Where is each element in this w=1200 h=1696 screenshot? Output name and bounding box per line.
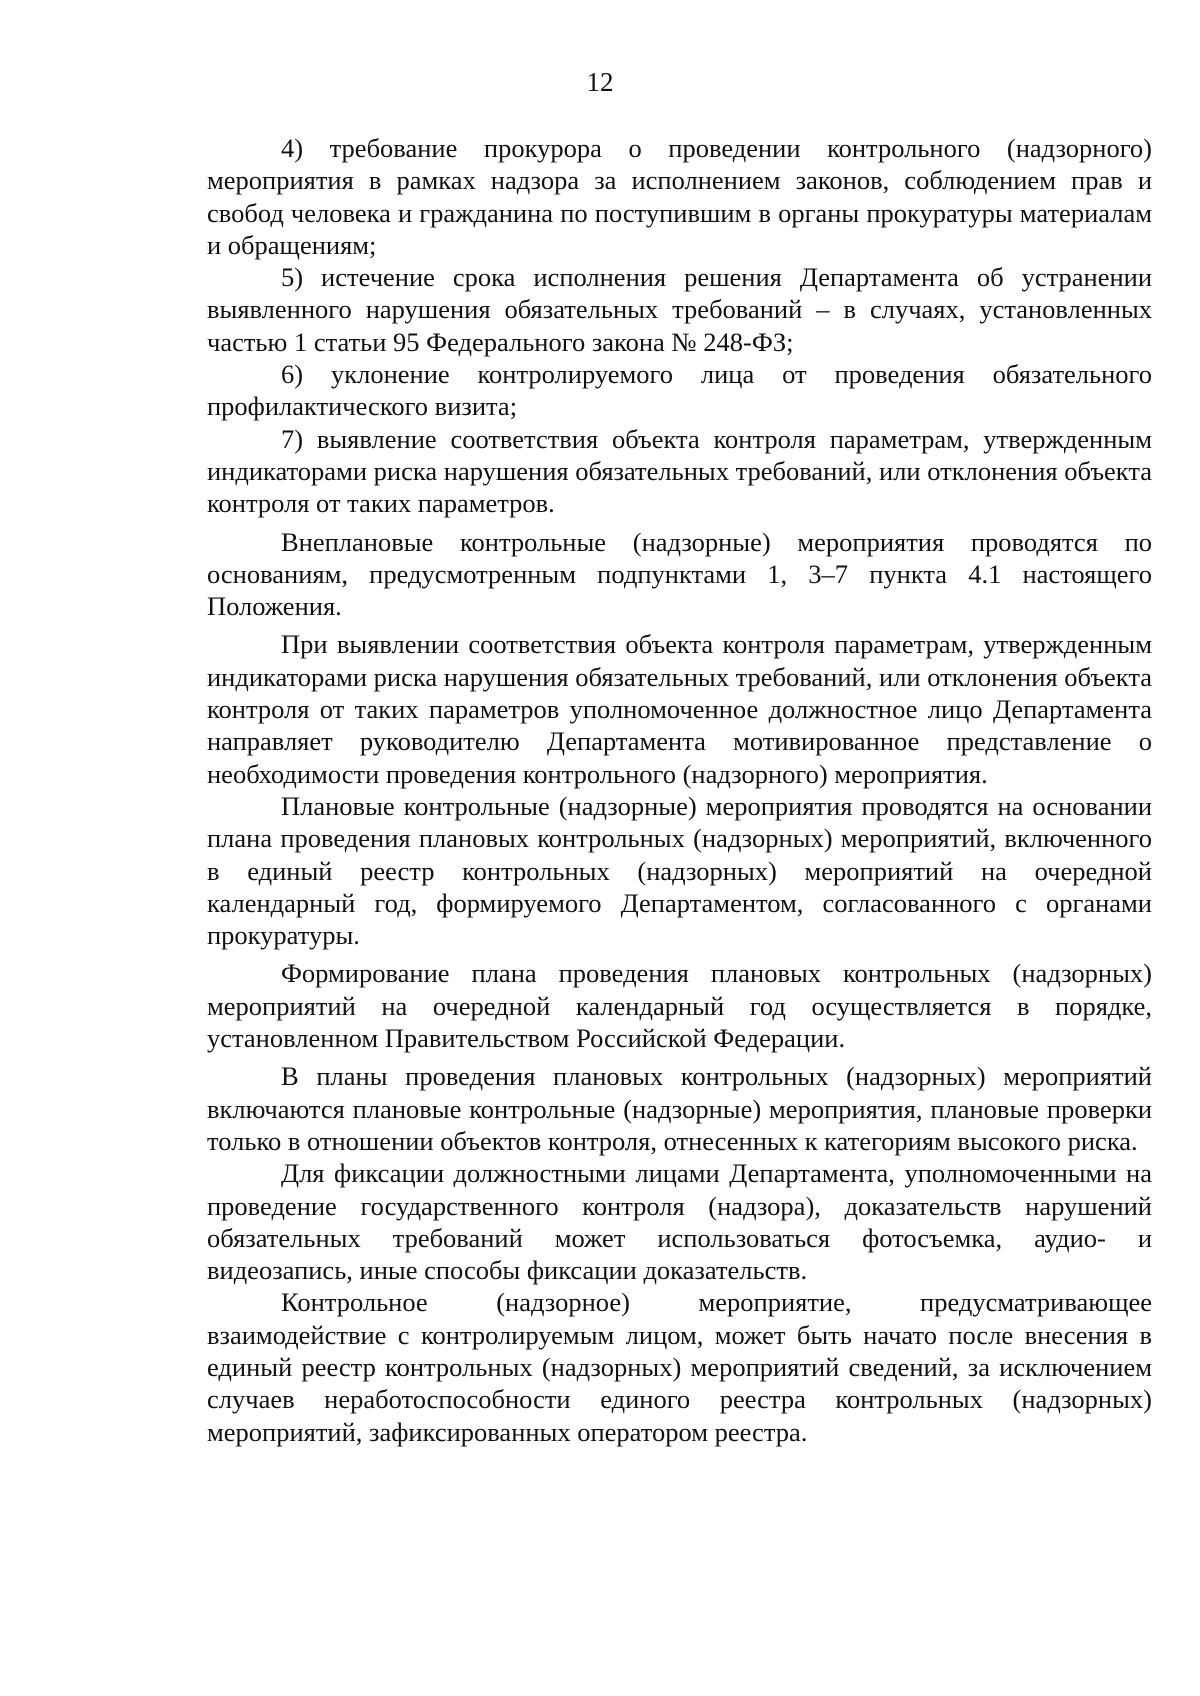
paragraph-registry-start: Контрольное (надзорное) мероприятие, предусматривающее взаимодействие с контролируемым лицом, может быть начато после внесения в единый реестр контрольных (надзорных) мероприятий сведений, за исключением случаев неработоспособности единого реестра контрольных (надзорных) мероприятий, зафиксированных оператором реестра. — [207, 1287, 1152, 1447]
paragraph-plan-formation: Формирование плана проведения плановых контрольных (надзорных) мероприятий на очередной календарный год осуществляется в порядке, установленном Правительством Российской Федерации. — [207, 958, 1152, 1054]
paragraph-item-4: 4) требование прокурора о проведении контрольного (надзорного) мероприятия в рамках надзора за исполнением законов, соблюдением прав и свобод человека и гражданина по поступившим в органы прокуратуры материалам и обращениям; — [207, 133, 1152, 260]
paragraph-scheduled-measures: Плановые контрольные (надзорные) мероприятия проводятся на основании плана проведения плановых контрольных (надзорных) мероприятий, включенного в единый реестр контрольных (надзорных) мероприятий на очередной календарный год, формируемого Департаментом, согласованного с органами прокуратуры. — [207, 790, 1152, 951]
page-number: 12 — [586, 67, 614, 97]
paragraph-unscheduled-grounds: Внеплановые контрольные (надзорные) мероприятия проводятся по основаниям, предусмотренным подпунктами 1, 3–7 пункта 4.1 настоящего Положения. — [207, 526, 1152, 622]
paragraph-plan-inclusion: В планы проведения плановых контрольных (надзорных) мероприятий включаются плановые контрольные (надзорные) мероприятия, плановые проверки только в отношении объектов контроля, отнесенных к категориям высокого риска. — [207, 1061, 1152, 1156]
paragraph-item-5: 5) истечение срока исполнения решения Департамента об устранении выявленного нарушения обязательных требований – в случаях, установленных частью 1 статьи 95 Федерального закона № 248-ФЗ; — [207, 262, 1152, 357]
paragraph-evidence-recording: Для фиксации должностными лицами Департамента, уполномоченными на проведение государственного контроля (надзора), доказательств нарушений обязательных требований может использоваться фотосъемка, аудио- и видеозапись, иные способы фиксации доказательств. — [207, 1158, 1152, 1286]
document-body — [207, 132, 1152, 1448]
paragraph-item-6: 6) уклонение контролируемого лица от проведения обязательного профилактического визита; — [207, 359, 1152, 422]
paragraph-risk-indicator: При выявлении соответствия объекта контроля параметрам, утвержденным индикаторами риска нарушения обязательных требований, или отклонения объекта контроля от таких параметров уполномоченное должностное лицо Департамента направляет руководителю Департамента мотивированное представление о необходимости проведения контрольного (надзорного) мероприятия. — [207, 629, 1152, 789]
paragraph-item-7: 7) выявление соответствия объекта контроля параметрам, утвержденным индикаторами риска нарушения обязательных требований, или отклонения объекта контроля от таких параметров. — [207, 423, 1152, 519]
